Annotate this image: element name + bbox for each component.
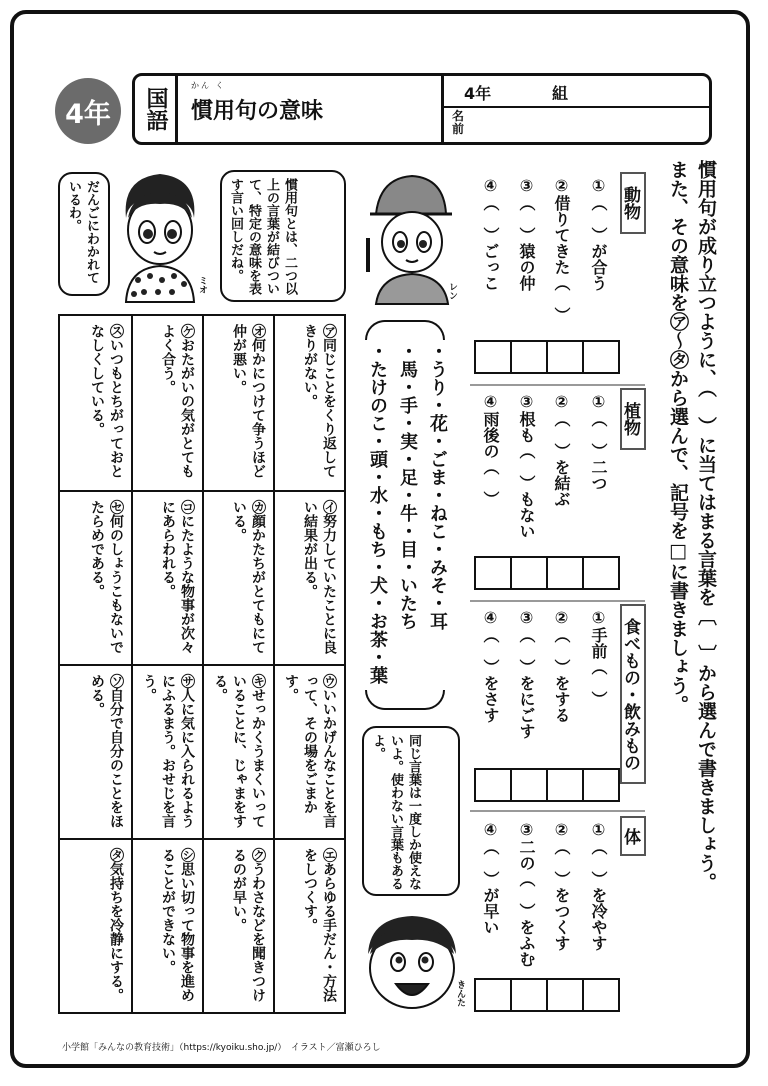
meaning-cell: ㋗うわさなどを聞きつけるのが早い。 — [202, 838, 273, 1012]
section-divider — [470, 600, 645, 602]
class-field-label: 組 — [552, 84, 569, 103]
meaning-cell: ㋓あらゆる手だん・方法をしつくす。 — [273, 838, 344, 1012]
meaning-cell: ㋔何かにつけて争うほど仲が悪い。 — [202, 316, 273, 490]
word-list-line2: ・馬・手・実・足・牛・目・いたち — [397, 342, 418, 630]
question-animals-1[interactable]: ①（ ）が合う — [589, 176, 608, 291]
section-divider — [470, 810, 645, 812]
section-divider — [470, 384, 645, 386]
student-info — [441, 76, 712, 142]
section-label-plants: 植物 — [620, 388, 646, 450]
question-plants-3[interactable]: ③根も（ ）もない — [517, 392, 536, 539]
title-ruby: かん く — [191, 81, 226, 90]
answer-boxes-food[interactable] — [474, 768, 620, 802]
grade-field-label: 4年 — [464, 84, 492, 103]
meaning-cell: ㋛思い切って物事を進めることができない。 — [131, 838, 202, 1012]
page-title: 慣用句の意味 — [191, 99, 324, 124]
meaning-cell: ㋜いつもとちがっておとなしくしている。 — [89, 324, 124, 478]
question-body-2[interactable]: ②（ ）をつくす — [552, 820, 571, 951]
question-animals-4[interactable]: ④（ ）ごっこ — [481, 176, 500, 291]
answer-boxes-body[interactable] — [474, 978, 620, 1012]
question-body-1[interactable]: ①（ ）を冷やす — [589, 820, 608, 951]
kinta-illustration — [356, 910, 468, 1020]
name-field-label[interactable]: 名前 — [452, 109, 465, 136]
question-food-1[interactable]: ①手前（ ） — [589, 608, 608, 707]
meanings-grid — [58, 314, 346, 1014]
mio-illustration — [112, 168, 208, 308]
mio-name: ミオ — [197, 276, 207, 294]
answer-boxes-plants[interactable] — [474, 556, 620, 590]
question-plants-4[interactable]: ④雨後の（ ） — [481, 392, 500, 507]
grade-badge: 4年 — [55, 78, 121, 144]
meaning-cell: ㋖せっかくうまくいっていることに、じゃまをする。 — [202, 664, 273, 838]
footer-credit: 小学館「みんなの教育技術」（https://kyoiku.sho.jp/） イラスト／富瀬ひろし — [62, 1043, 381, 1053]
word-list — [360, 320, 450, 710]
question-plants-2[interactable]: ②（ ）を結ぶ — [552, 392, 571, 507]
word-list-bracket-top — [365, 320, 445, 340]
instructions — [664, 160, 720, 892]
question-body-4[interactable]: ④（ ）が早い — [481, 820, 500, 935]
section-label-body: 体 — [620, 816, 646, 856]
meaning-cell: ㋟気持ちを冷静にする。 — [60, 838, 131, 1012]
word-list-line3: ・たけのこ・頭・水・もち・犬・お茶・葉 — [367, 342, 388, 684]
mio-speech-bubble: だんごにわかれているわ。 — [58, 172, 110, 296]
meaning-cell: ㋚人に気に入られるようにふるまう。おせじを言う。 — [131, 664, 202, 838]
ren-illustration — [360, 168, 460, 308]
meaning-cell: ㋑努力していたことに良い結果が出る。 — [273, 490, 344, 664]
meaning-cell: ㋕顔かたちがとてもにている。 — [202, 490, 273, 664]
meaning-cell: ㋘おたがいの気がとてもよく合う。 — [131, 316, 202, 490]
ren-name: レン — [447, 282, 457, 300]
answer-boxes-animals[interactable] — [474, 340, 620, 374]
kinta-speech-bubble: 同じ言葉は一度しか使えないよ。使わない言葉もあるよ。 — [362, 726, 460, 896]
question-food-2[interactable]: ②（ ）をする — [552, 608, 571, 723]
question-animals-2[interactable]: ②借りてきた（ ） — [552, 176, 571, 323]
question-food-3[interactable]: ③（ ）をにごす — [517, 608, 536, 739]
subject-label: 国語 — [135, 76, 178, 142]
word-list-line1: ・うり・花・ごま・ねこ・みそ・耳 — [427, 342, 448, 630]
kinta-name: きんた — [455, 980, 465, 1007]
instructions-line2: また、その意味を㋐〜㋟から選んで、記号を□に書きましょう。 — [667, 160, 689, 714]
section-label-animals: 動物 — [620, 172, 646, 234]
instructions-line1: 慣用句が成り立つように、（ ）に当てはまる言葉を〔 〕から選んで書きましょう。 — [695, 160, 717, 892]
question-plants-1[interactable]: ①（ ）二つ — [589, 392, 608, 491]
ren-speech-bubble: 慣用句とは、二つ以上の言葉が結びついて、特定の意味を表す言い回しだね。 — [220, 170, 346, 302]
question-food-4[interactable]: ④（ ）をさす — [481, 608, 500, 723]
meaning-cell: ㋙にたような物事が次々にあらわれる。 — [131, 490, 202, 664]
meaning-cell: ㋐同じことをくり返してきりがない。 — [273, 316, 344, 490]
meaning-cell: ㋒いいかげんなことを言って、その場をごまかす。 — [273, 664, 344, 838]
question-body-3[interactable]: ③二の（ ）をふむ — [517, 820, 536, 967]
word-list-bracket-bottom — [365, 690, 445, 710]
section-label-food: 食べもの・飲みもの — [620, 604, 646, 784]
meaning-cell: ㋞自分で自分のことをほめる。 — [60, 664, 131, 838]
meaning-cell: ㋝何のしょうこもないでたらめである。 — [60, 490, 131, 664]
question-animals-3[interactable]: ③（ ）猿の仲 — [517, 176, 536, 291]
header-box — [132, 73, 712, 145]
